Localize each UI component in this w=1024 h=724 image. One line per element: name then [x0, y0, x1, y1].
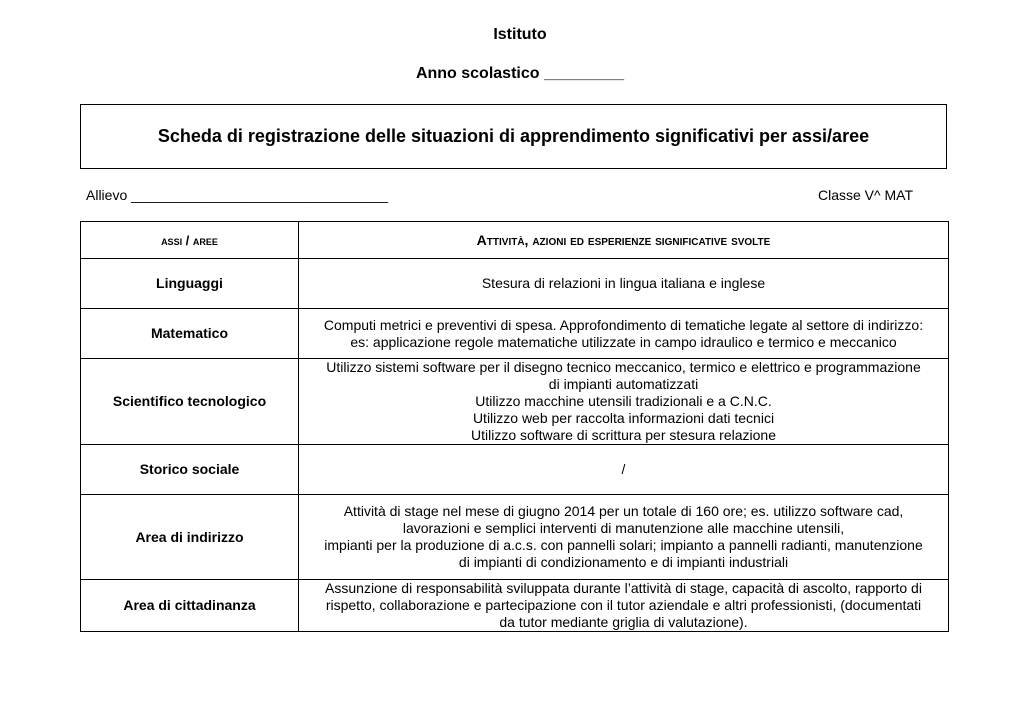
- activity-line: Utilizzo macchine utensili tradizionali e a C.N.C.: [475, 393, 772, 409]
- table-row: [81, 259, 949, 309]
- area-cell: Area di indirizzo: [81, 495, 299, 580]
- table-row: [81, 495, 949, 580]
- activity-line: Assunzione di responsabilità sviluppata durante l’attività di stage, capacità di ascolto, rapporto di: [325, 580, 922, 596]
- activity-line: Utilizzo sistemi software per il disegno tecnico meccanico, termico e elettrico e programmazione: [326, 359, 921, 375]
- table-header-row: [81, 222, 949, 259]
- activities-cell: [299, 580, 949, 632]
- class-label: Classe V^ MAT: [818, 187, 913, 203]
- activities-cell: [299, 495, 949, 580]
- institute-heading: Istituto: [493, 26, 547, 43]
- activity-line: da tutor mediante griglia di valutazione).: [499, 614, 748, 630]
- activity-line: es: applicazione regole matematiche utilizzate in campo idraulico e termico e meccanico: [350, 333, 897, 350]
- table-row: [81, 580, 949, 632]
- activity-line: rispetto, collaborazione e partecipazione con il tutor aziendale e altri professionisti, (documentati: [325, 597, 922, 613]
- area-cell: Linguaggi: [81, 259, 299, 309]
- activities-cell: [299, 445, 949, 495]
- activities-cell: [299, 259, 949, 309]
- activity-line: di impianti automatizzati: [548, 376, 699, 392]
- area-cell: Scientifico tecnologico: [81, 359, 299, 445]
- table-row: [81, 359, 949, 445]
- header-areas: assi / aree: [81, 222, 299, 259]
- area-cell: Matematico: [81, 309, 299, 359]
- area-cell: Area di cittadinanza: [81, 580, 299, 632]
- document-title: Scheda di registrazione delle situazioni di apprendimento significativi per assi/aree: [80, 104, 947, 169]
- student-name-line: Allievo _________________________________: [86, 187, 389, 203]
- activities-cell: [299, 309, 949, 359]
- activities-table: [80, 221, 949, 632]
- activity-line: Utilizzo software di scrittura per stesura relazione: [470, 427, 776, 443]
- activities-cell: [299, 359, 949, 445]
- area-cell: Storico sociale: [81, 445, 299, 495]
- activity-line: lavorazioni e semplici interventi di manutenzione alle macchine utensili,: [402, 520, 845, 536]
- activity-line: /: [621, 461, 626, 477]
- activity-line: di impianti di condizionamento e di impianti industriali: [458, 554, 789, 570]
- activity-line: Stesura di relazioni in lingua italiana e inglese: [481, 275, 766, 291]
- table-row: [81, 309, 949, 359]
- header-activities: Attività, azioni ed esperienze significative svolte: [299, 222, 949, 259]
- activity-line: Utilizzo web per raccolta informazioni dati tecnici: [472, 410, 775, 426]
- activity-line: Attività di stage nel mese di giugno 2014 per un totale di 160 ore; es. utilizzo software cad,: [343, 503, 904, 519]
- table-row: [81, 445, 949, 495]
- school-year-heading: Anno scolastico _________: [415, 65, 625, 82]
- activity-line: impianti per la produzione di a.c.s. con pannelli solari; impianto a pannelli radianti, manutenzione: [324, 537, 923, 553]
- activity-line: Computi metrici e preventivi di spesa. Approfondimento di tematiche legate al settore di indirizzo:: [323, 316, 924, 333]
